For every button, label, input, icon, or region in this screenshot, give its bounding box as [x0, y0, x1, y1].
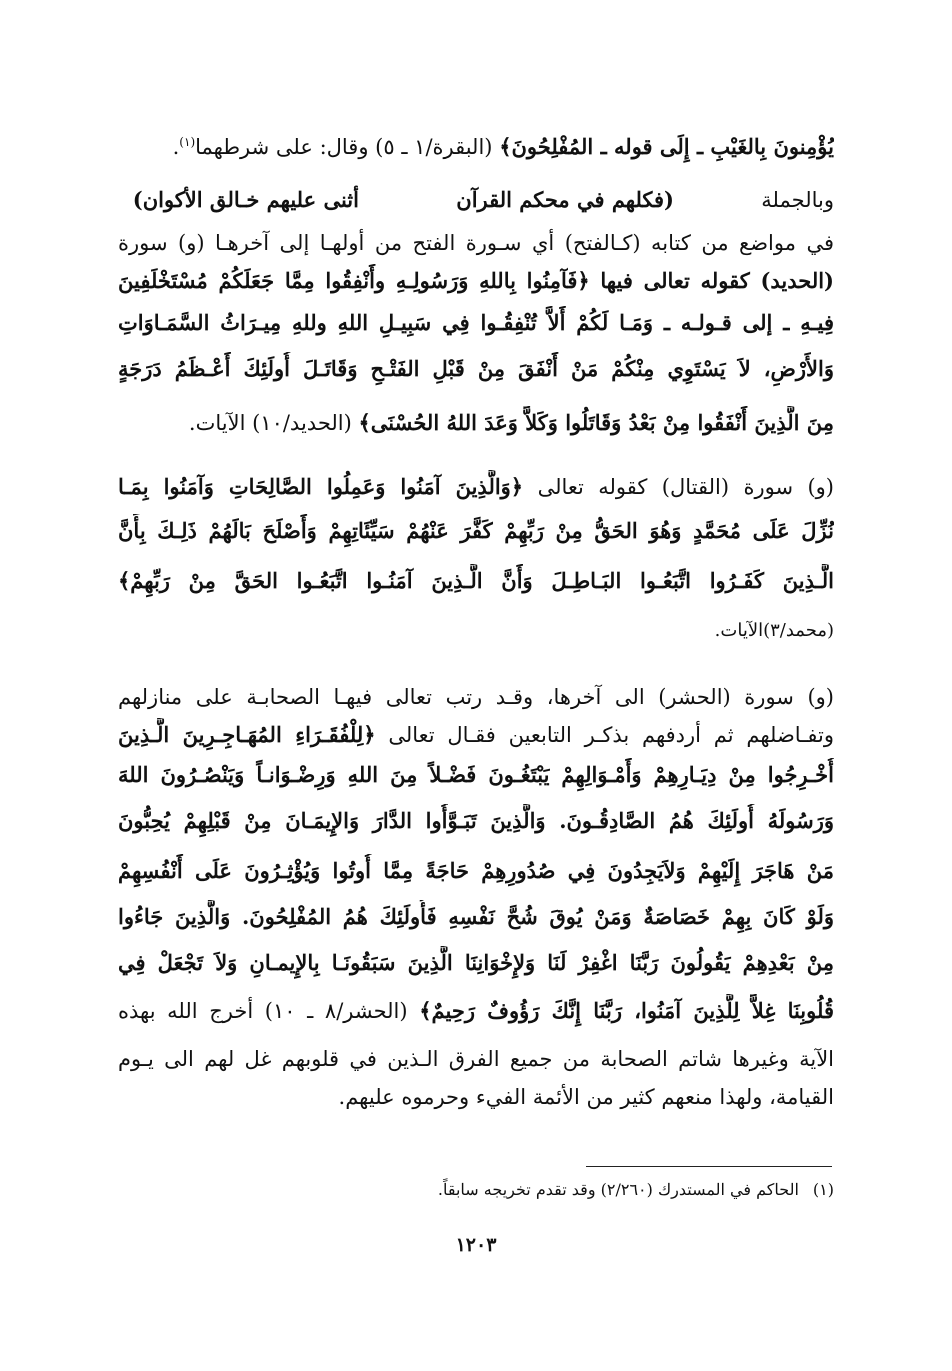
- paragraph-3-intro: (و) سورة (القتال) كقوله تعالى: [537, 475, 834, 499]
- paragraph-3-line-4: (محمد/٣)الآيات.: [714, 620, 834, 641]
- verse-reference: (الحشر/٨ ـ ١٠) أخرج الله بهذه: [118, 999, 408, 1023]
- poem-intro: وبالجملة: [761, 188, 834, 212]
- paragraph-3-line-3: الَّـذِينَ كَفَـرُوا اتَّبَعُـوا البَـاطِـلَ وَأَنَّ الَّـذِينَ آمَنُـوا اتَّبَعُـوا الحَقَّ مِنْ رَبِّهِمْ﴾: [118, 568, 834, 593]
- paragraph-2-line-1: في مواضع من كتابه (كـالفتح) أي سـورة الفتح من أولهـا إلى آخرهـا (و) سورة: [118, 231, 834, 255]
- paragraph-4-line-2: [118, 718, 834, 754]
- quran-verse: مِنَ الَّذِينَ أَنْفَقُوا مِنْ بَعْدُ وَقَاتَلُوا وَكَلاًّ وَعَدَ اللهُ الحُسْنَى﴾: [358, 410, 834, 435]
- paragraph-4-line-5: مَنْ هَاجَرَ إِلَيْهِمْ وَلاَيَجِدُونَ فِي صُدُورِهِمْ حَاجَةً مِمَّا أُوتُوا وَيُؤْثِـرُونَ عَلَى أَنْفُسِهِمْ: [118, 858, 834, 883]
- footnote: [118, 1176, 834, 1204]
- paragraph-4-line-10: القيامة، ولهذا منعهم كثير من الأئمة الفيء وحرموه عليهم.: [338, 1085, 834, 1109]
- footnote-text: الحاكم في المستدرك (٢/٢٦٠) وقد تقدم تخريجه سابقاً.: [437, 1180, 799, 1199]
- quran-verse: ﴿وَالَّذِينَ آمَنُوا وَعَمِلُوا الصَّالِحَاتِ وَآمَنُوا بِمَـا: [118, 474, 524, 499]
- paragraph-2-line-2: (الحديد) كقوله تعالى فيها ﴿فَآمِنُوا بِاللهِ وَرَسُولِـهِ وأَنْفِقُوا مِمَّا جَعَلَكُمْ مُسْتَخْلَفِينَ: [118, 268, 834, 293]
- paragraph-4-line-6: وَلَوْ كَانَ بِهِمْ خَصَاصَةٌ وَمَنْ يُوقَ شُحَّ نَفْسِهِ فَأُولَئِكَ هُمُ المُفْلِحُونَ. وَالَّذِينَ جَاءُوا: [118, 904, 834, 929]
- paragraph-4-line-9: الآية وغيرها شاتم الصحابة من جميع الفرق الـذين في قلوبهم غل لهم الى يـوم: [118, 1047, 834, 1071]
- footnote-number: (١): [812, 1180, 834, 1199]
- paragraph-2-line-3: فِيـهِ ـ إلى قـولـه ـ وَمَـا لَكُمْ أَلاَّ تُنْفِقُـوا فِي سَبِيـلِ اللهِ وللهِ مِيـرَاثُ السَّمَـاوَاتِ: [118, 310, 834, 335]
- paragraph-2-line-5: [118, 406, 834, 442]
- quran-verse: ﴿لِلْفُقَـرَاءِ المُهَـاجِـرِينَ الَّـذِينَ: [118, 722, 376, 747]
- paragraph-4-line-7: مِنْ بَعْدِهِمْ يَقُولُونَ رَبَّنَا اغْفِرْ لَنَا وَلإِخْوَانِنَا الَّذِينَ سَبَقُونَـا بِالإِيمـانِ وَلاَ تَجْعَلْ فِي: [118, 950, 834, 975]
- paragraph-3-line-2: نُزِّلَ عَلَى مُحَمَّدٍ وَهُوَ الحَقُّ مِنْ رَبِّهِمْ كَفَّرَ عَنْهُمْ سَيِّئَاتِهِمْ وَأَصْلَحَ بَالَهُمْ ذَلِـكَ بِأَنَّ: [118, 518, 834, 543]
- footnote-ref: (١): [179, 135, 196, 149]
- quran-verse: يُؤْمِنونَ بِالغَيْبِ ـ إِلَى قوله ـ المُفْلِحُونَ﴾: [499, 134, 834, 159]
- poem-hemistich-2: أثنى عليهم خـالق الأكوان): [132, 187, 359, 212]
- paragraph-3-line-1: [118, 470, 834, 506]
- footnote-divider: [586, 1166, 832, 1167]
- paragraph-4-line-1: (و) سورة (الحشر) الى آخرها، وقـد رتب تعالى فيهـا الصحابـة على منازلهم: [118, 685, 834, 709]
- paragraph-4-line-3: أُخْـرِجُوا مِنْ دِيَـارِهِمْ وَأَمْـوَالِهِمْ يَبْتَغُـونَ فَضْـلاً مِنَ اللهِ وَرِضْـوَانـاً وَيَنْصُـرُونَ اللهَ: [118, 762, 834, 787]
- paragraph-1-line-1: يُؤْمِنونَ بِالغَيْبِ ـ إِلَى قوله ـ المُفْلِحُونَ﴾ (البقرة/١ ـ ٥) وقال: على شرطهما$^{(١)}$.: [172, 134, 834, 159]
- poem-hemistich-1: (فكلهم في محكم القرآن: [456, 187, 674, 212]
- paragraph-2-line-4: وَالأَرْضِ، لاَ يَسْتَوِي مِنْكُمْ مَنْ أَنْفَقَ مِنْ قَبْلِ الفَتْـحِ وَقَاتَـلَ أُولَئِكَ أَعْـظَمُ دَرَجَةٍ: [118, 356, 834, 381]
- quran-verse: قُلُوبِنَا غِلاًّ لِلَّذِينَ آمَنُوا، رَبَّنَا إِنَّكَ رَؤُوفٌ رَحِيمٌ﴾: [419, 998, 834, 1023]
- verse-reference: (البقرة/١ ـ ٥) وقال: على شرطهما: [195, 135, 493, 159]
- page-number: ١٢٠٣: [455, 1234, 497, 1256]
- verse-reference: (الحديد/١٠) الآيات.: [188, 411, 352, 435]
- poem-line: [118, 183, 834, 219]
- paragraph-4-line-4: وَرَسُولَهُ أُولَئِكَ هُمُ الصَّادِقُـونَ. وَالَّذِينَ تَبَـوَّأُوا الدَّارَ وَالإِيمَـانَ مِنْ قَبْلِهِمْ يُحِبُّونَ: [118, 808, 834, 833]
- paragraph-4-line-8: [118, 994, 834, 1030]
- paragraph-4-intro: وتفـاضلهم ثم أردفهم بذكـر التابعين فقـال تعالى: [388, 723, 834, 747]
